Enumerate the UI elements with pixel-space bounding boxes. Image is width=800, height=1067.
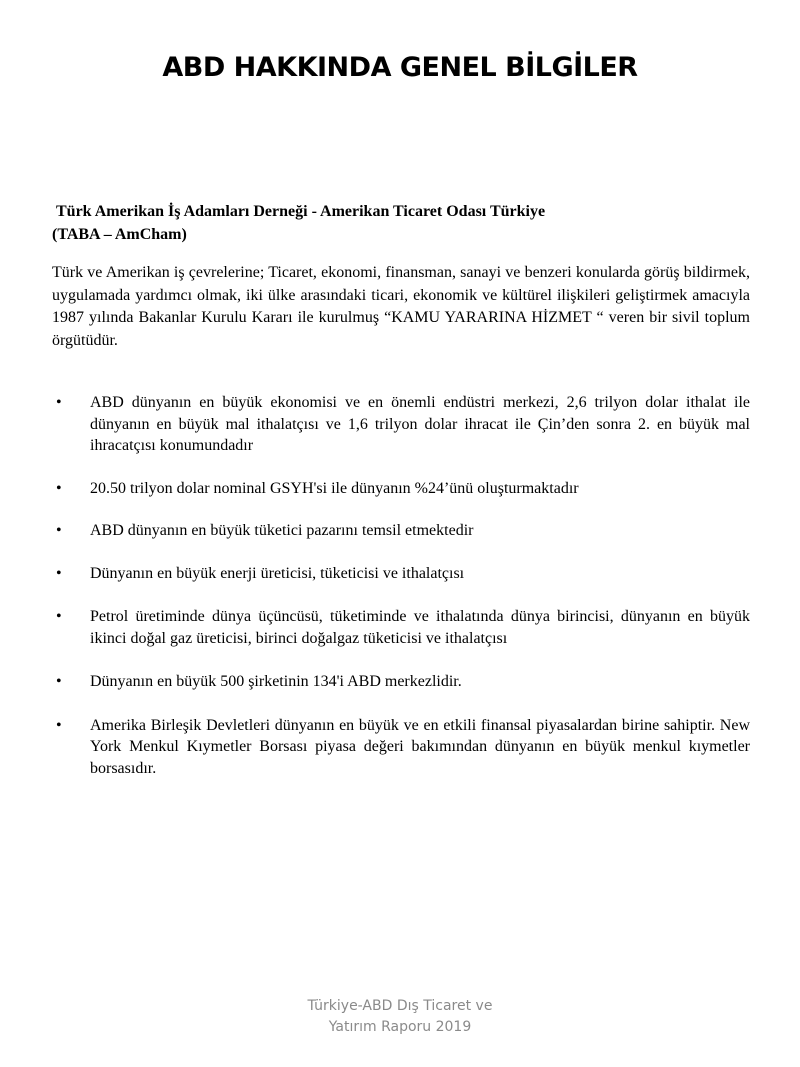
list-item-text: ABD dünyanın en büyük tüketici pazarını temsil etmektedir — [90, 522, 474, 539]
footer-line-1: Türkiye-ABD Dış Ticaret ve — [307, 998, 493, 1014]
list-item — [52, 671, 750, 693]
list-item — [52, 606, 750, 649]
page-footer — [0, 996, 800, 1038]
list-item — [52, 392, 750, 457]
footer-line-2: Yatırım Raporu 2019 — [328, 1019, 472, 1035]
bullet-icon: • — [56, 673, 62, 690]
list-item-text: ABD dünyanın en büyük ekonomisi ve en önemli endüstri merkezi, 2,6 trilyon dolar ithalat ile dünyanın en büyük mal ithalatçısı ve 1,6 trilyon dolar ihracat ile Çin’den sonra 2. en büyük mal ihracatçısı konumundadır — [90, 394, 750, 454]
bullet-icon: • — [56, 716, 62, 734]
list-item-text: Dünyanın en büyük 500 şirketinin 134'i ABD merkezlidir. — [90, 673, 462, 690]
bullet-icon: • — [56, 608, 62, 625]
organization-abbreviation: (TABA – AmCham) — [52, 226, 187, 243]
list-item-text: Amerika Birleşik Devletleri dünyanın en büyük ve en etkili finansal piyasalardan birine sahiptir. New York Menkul Kıymetler Borsası piyasa değeri bakımından dünyanın en büyük menkul kıymetler borsasıdır. — [90, 716, 750, 777]
organization-heading — [52, 200, 752, 246]
bullet-icon: • — [56, 564, 62, 582]
list-item — [52, 715, 750, 780]
list-item — [52, 520, 750, 542]
bullet-icon: • — [56, 479, 62, 497]
list-item-text: 20.50 trilyon dolar nominal GSYH'si ile dünyanın %24’ünü oluşturmaktadır — [90, 479, 579, 497]
list-item-text: Petrol üretiminde dünya üçüncüsü, tüketiminde ve ithalatında dünya birincisi, dünyanın en büyük ikinci doğal gaz üreticisi, birinci doğalgaz tüketicisi ve ithalatçısı — [90, 608, 750, 647]
list-item-text: Dünyanın en büyük enerji üreticisi, tüketicisi ve ithalatçısı — [90, 564, 465, 582]
bullet-icon: • — [56, 522, 62, 539]
list-item — [52, 478, 750, 500]
organization-description: Türk ve Amerikan iş çevrelerine; Ticaret, ekonomi, finansman, sanayi ve benzeri konularda görüş bildirmek, uygulamada yardımcı olmak, iki ülke arasındaki ticari, ekonomik ve kültürel ilişkileri geliştirmek amacıyla 1987 yılında Bakanlar Kurulu Kararı ile kurulmuş “KAMU YARARINA HİZMET “ veren bir sivil toplum örgütüdür. — [52, 264, 750, 349]
bullet-icon: • — [56, 394, 62, 411]
page-title: ABD HAKKINDA GENEL BİLGİLER — [162, 52, 638, 83]
list-item — [52, 563, 750, 585]
organization-name: Türk Amerikan İş Adamları Derneği - Amerikan Ticaret Odası Türkiye — [56, 203, 546, 220]
facts-list — [52, 392, 750, 779]
